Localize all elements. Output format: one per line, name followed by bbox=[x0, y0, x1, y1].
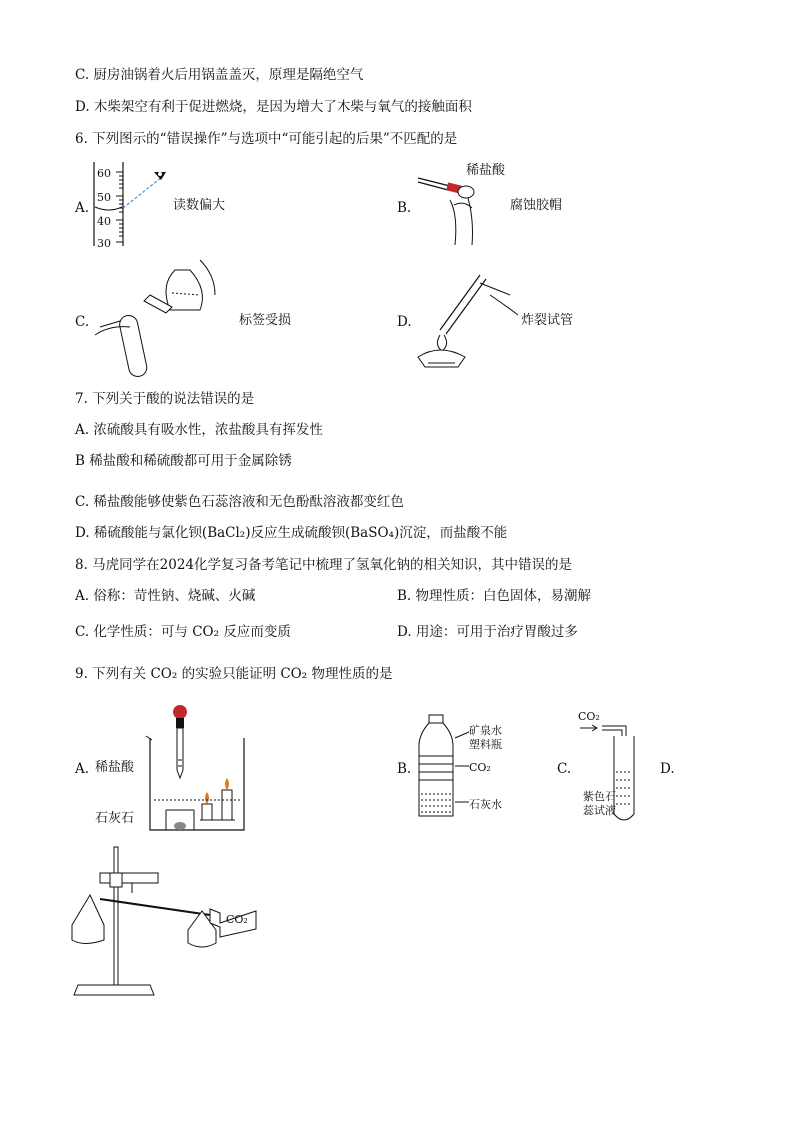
q7-option-d: D. 稀硫酸能与氯化钡(BaCl₂)反应生成硫酸钡(BaSO₄)沉淀，而盐酸不能 bbox=[75, 525, 508, 541]
q6-b-consequence: 腐蚀胶帽 bbox=[510, 198, 563, 213]
q9-b-bottle-label-2: 塑料瓶 bbox=[469, 738, 502, 751]
q9-b-leader-lines bbox=[455, 730, 469, 810]
q6-d-heating-figure bbox=[410, 255, 520, 370]
q9-b-limewater-label: 石灰水 bbox=[469, 798, 502, 811]
q9-option-b-letter: B. bbox=[397, 761, 412, 777]
q6-a-consequence: 读数偏大 bbox=[173, 198, 226, 213]
q8-option-c: C. 化学性质：可与 CO₂ 反应而变质 bbox=[75, 624, 291, 640]
q9-c-co2-label: CO₂ bbox=[578, 710, 600, 723]
q6-c-pouring-figure bbox=[90, 255, 230, 380]
q6-a-tick-30: 30 bbox=[97, 237, 111, 250]
option-d-text: D. 木柴架空有利于促进燃烧，是因为增大了木柴与氧气的接触面积 bbox=[75, 99, 472, 115]
q6-c-consequence: 标签受损 bbox=[239, 313, 292, 328]
option-c-text: C. 厨房油锅着火后用锅盖盖灭，原理是隔绝空气 bbox=[75, 67, 364, 83]
q6-d-consequence: 炸裂试管 bbox=[521, 313, 574, 328]
q6-b-acid-label: 稀盐酸 bbox=[466, 163, 506, 178]
question-8-stem: 8. 马虎同学在2024化学复习备考笔记中梳理了氢氧化钠的相关知识，其中错误的是 bbox=[75, 557, 573, 573]
question-9-stem: 9. 下列有关 CO₂ 的实验只能证明 CO₂ 物理性质的是 bbox=[75, 666, 393, 682]
q6-option-d-letter: D. bbox=[397, 314, 412, 330]
question-6-stem: 6. 下列图示的“错误操作”与选项中“可能引起的后果”不匹配的是 bbox=[75, 131, 458, 147]
q8-option-b: B. 物理性质：白色固体，易潮解 bbox=[397, 588, 592, 604]
q6-a-tick-60: 60 bbox=[97, 167, 111, 180]
q8-option-a: A. 俗称：苛性钠、烧碱、火碱 bbox=[75, 588, 256, 604]
q6-a-tick-40: 40 bbox=[97, 215, 111, 228]
q9-a-limestone-label: 石灰石 bbox=[95, 811, 135, 826]
q7-option-a: A. 浓硫酸具有吸水性，浓盐酸具有挥发性 bbox=[75, 422, 323, 438]
q6-option-a-letter: A. bbox=[75, 200, 90, 216]
q9-b-bottle-figure bbox=[415, 712, 460, 822]
q9-d-co2-label: CO₂ bbox=[226, 913, 248, 926]
q8-option-d: D. 用途：可用于治疗胃酸过多 bbox=[397, 624, 578, 640]
q9-c-solution-label-1: 紫色石 bbox=[583, 790, 616, 803]
q9-a-beaker-figure bbox=[140, 700, 255, 835]
q7-option-c: C. 稀盐酸能够使紫色石蕊溶液和无色酚酞溶液都变红色 bbox=[75, 494, 404, 510]
q9-option-c-letter: C. bbox=[557, 761, 572, 777]
q9-option-a-letter: A. bbox=[75, 761, 90, 777]
q9-a-acid-label: 稀盐酸 bbox=[95, 760, 135, 775]
q9-c-solution-label-2: 蕊试液 bbox=[583, 804, 616, 817]
q7-option-b: B 稀盐酸和稀硫酸都可用于金属除锈 bbox=[75, 453, 292, 469]
q9-option-d-letter: D. bbox=[660, 761, 675, 777]
q6-option-b-letter: B. bbox=[397, 200, 412, 216]
q6-option-c-letter: C. bbox=[75, 314, 90, 330]
q9-b-co2-label: CO₂ bbox=[469, 761, 491, 774]
q9-b-bottle-label-1: 矿泉水 bbox=[469, 724, 502, 737]
question-7-stem: 7. 下列关于酸的说法错误的是 bbox=[75, 391, 255, 407]
q6-a-tick-50: 50 bbox=[97, 191, 111, 204]
